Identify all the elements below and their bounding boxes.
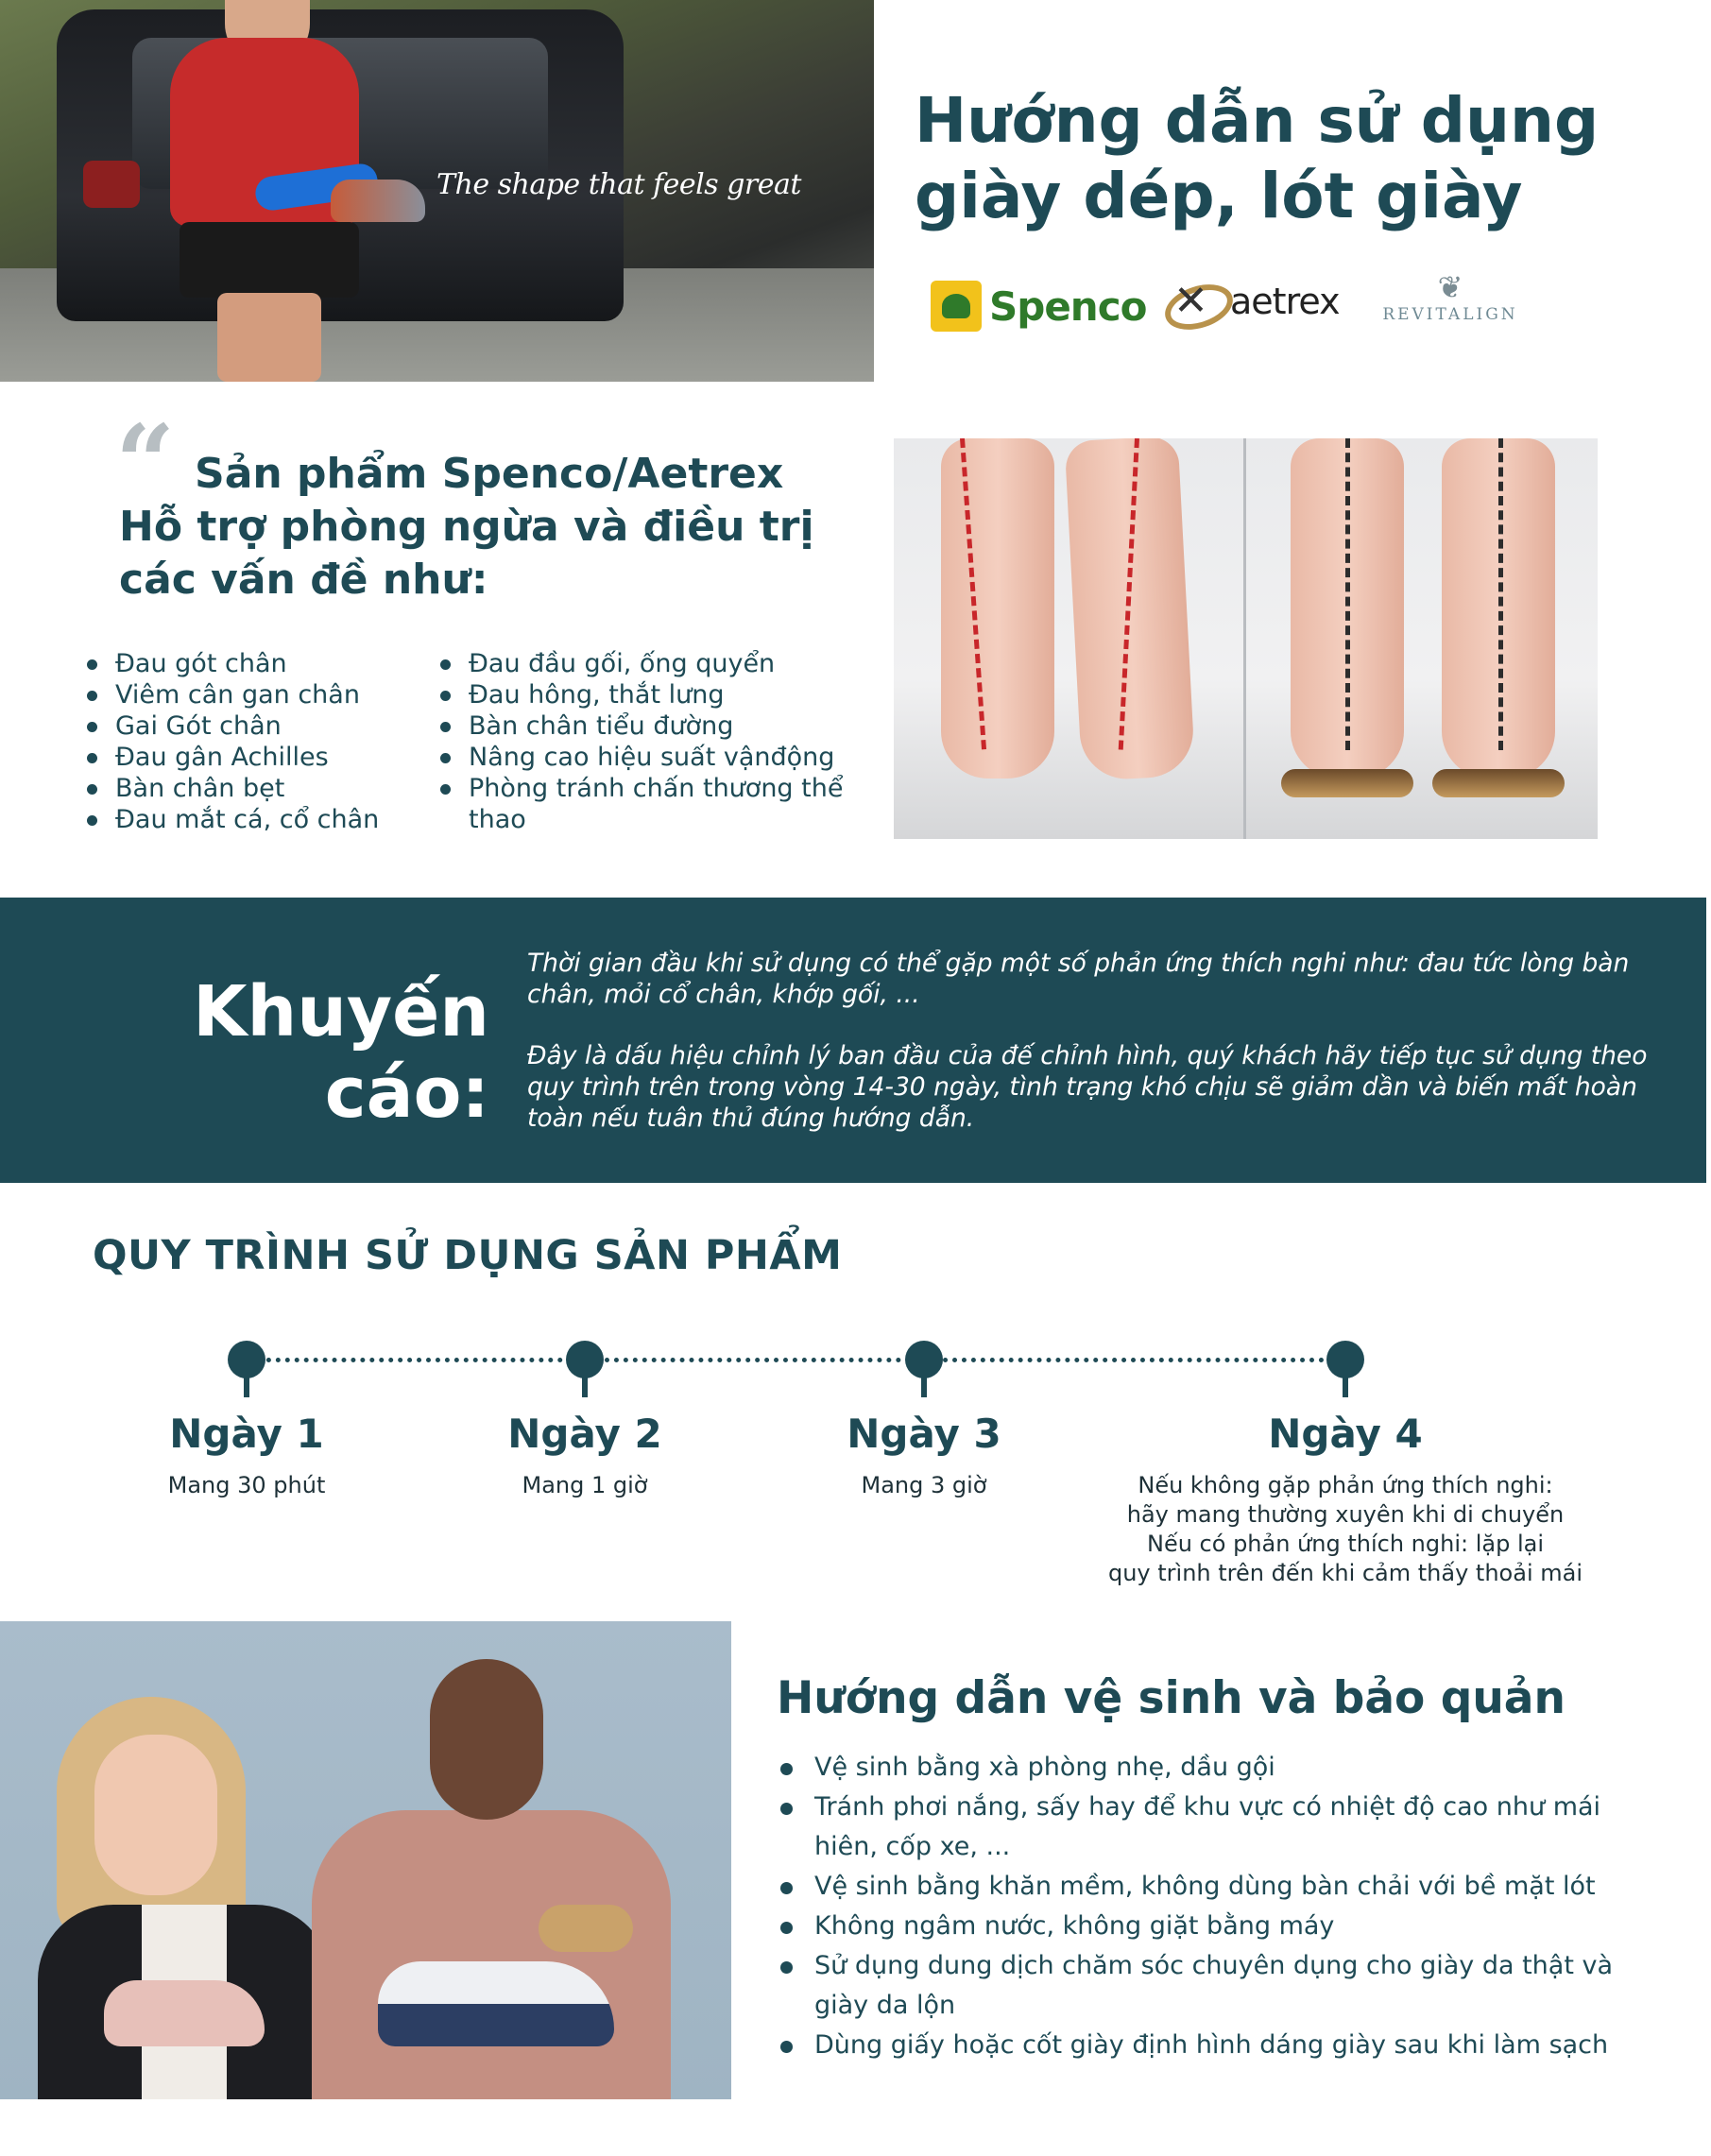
list-item: Dùng giấy hoặc cốt giày định hình dáng giày sau khi làm sạch [780,2026,1668,2065]
spenco-leaf-icon [931,281,982,332]
page-title-line-1: Hướng dẫn sử dụng [915,84,1600,157]
warning-title: Khuyến cáo: [193,971,489,1134]
warning-paragraph-1: Thời gian đầu khi sử dụng có thể gặp một số phản ứng thích nghi như: đau tức lòng bàn chân, mỏi cổ chân, khớp gối, ... [527,949,1630,1009]
benefits-list-right [440,648,856,835]
benefits-heading [119,448,837,607]
timeline-step-day-4: Ngày 4 Nếu không gặp phản ứng thích nghi: hãy mang thường xuyên khi di chuyển Nếu có phản ứng thích nghi: lặp lại quy trình trên đến khi cảm thấy thoải mái [1107,1411,1583,1586]
list-item: Đau gót chân [87,648,427,679]
benefits-heading-line-1: Sản phẩm Spenco/Aetrex [195,450,784,498]
timeline-step-day-2: Ngày 2 Mang 1 giờ [507,1411,662,1498]
bullet-icon [87,784,97,795]
list-item: Viêm cân gan chân [87,679,427,710]
hero-photo [0,0,874,382]
process-title: QUY TRÌNH SỬ DỤNG SẢN PHẨM [93,1232,843,1279]
bullet-icon [87,722,97,732]
bullet-icon [780,1922,793,1934]
bullet-icon [87,691,97,701]
feather-icon: ❦ [1437,269,1463,305]
timeline-pin-icon [228,1341,265,1399]
timeline-pin-icon [566,1341,604,1399]
bullet-icon [780,1882,793,1894]
bullet-icon [87,753,97,763]
bullet-icon [87,815,97,826]
list-item: Bàn chân tiểu đường [440,710,856,742]
quote-icon: “ [115,402,176,523]
bullet-icon [780,1961,793,1974]
list-item: Đau đầu gối, ống quyển [440,648,856,679]
spenco-logo [931,280,1146,333]
revitalign-logo-text: REVITALIGN [1382,305,1518,324]
benefits-heading-line-2: Hỗ trợ phòng ngừa và điều trị [119,503,814,551]
list-item: Sử dụng dung dịch chăm sóc chuyên dụng cho giày da thật và giày da lộn [780,1946,1668,2026]
care-list [780,1748,1668,2065]
bullet-icon [780,1803,793,1815]
bullet-icon [780,2041,793,2053]
care-title: Hướng dẫn vệ sinh và bảo quản [777,1672,1566,1724]
list-item: Đau hông, thắt lưng [440,679,856,710]
list-item: Nâng cao hiệu suất vậnđộng [440,742,856,773]
timeline-step-day-3: Ngày 3 Mang 3 giờ [847,1411,1001,1498]
bullet-icon [440,753,451,763]
list-item: Đau mắt cá, cổ chân [87,804,427,835]
bullet-icon [87,659,97,670]
list-item: Bàn chân bẹt [87,773,427,804]
aetrex-logo-text: aetrex [1230,281,1340,322]
page-title [915,83,1689,234]
bullet-icon [440,722,451,732]
hero-tagline: The shape that feels great [436,168,801,201]
timeline-pin-icon [1326,1341,1364,1399]
warning-text [527,948,1661,1134]
bullet-icon [440,659,451,670]
timeline-step-day-1: Ngày 1 Mang 30 phút [167,1411,326,1498]
benefits-list-left [87,648,427,835]
aetrex-swoosh-icon [1160,279,1226,324]
benefits-heading-line-3: các vấn đề như: [119,556,488,604]
timeline-pin-icon [905,1341,943,1399]
care-photo [0,1621,731,2099]
timeline-line [248,1358,1343,1362]
bullet-icon [440,691,451,701]
spenco-logo-text: Spenco [989,282,1147,330]
list-item: Vệ sinh bằng khăn mềm, không dùng bàn chải với bề mặt lót [780,1867,1668,1907]
list-item: Vệ sinh bằng xà phòng nhẹ, dầu gội [780,1748,1668,1788]
warning-paragraph-2: Đây là dấu hiệu chỉnh lý ban đầu của đế chỉnh hình, quý khách hãy tiếp tục sử dụng theo quy trình trên trong vòng 14-30 ngày, tình trạng khó chịu sẽ giảm dần và biến mất hoàn toàn nếu tuân thủ đúng hướng dẫn. [527,1041,1648,1133]
list-item: Tránh phơi nắng, sấy hay để khu vực có nhiệt độ cao như mái hiên, cốp xe, ... [780,1788,1668,1867]
aetrex-logo [1160,279,1340,324]
page-title-line-2: giày dép, lót giày [915,160,1523,232]
list-item: Phòng tránh chấn thương thể thao [440,773,856,835]
bullet-icon [780,1763,793,1775]
list-item: Gai Gót chân [87,710,427,742]
revitalign-logo [1375,269,1526,324]
list-item: Không ngâm nước, không giặt bằng máy [780,1907,1668,1946]
feet-alignment-image [894,438,1598,839]
list-item: Đau gân Achilles [87,742,427,773]
bullet-icon [440,784,451,795]
